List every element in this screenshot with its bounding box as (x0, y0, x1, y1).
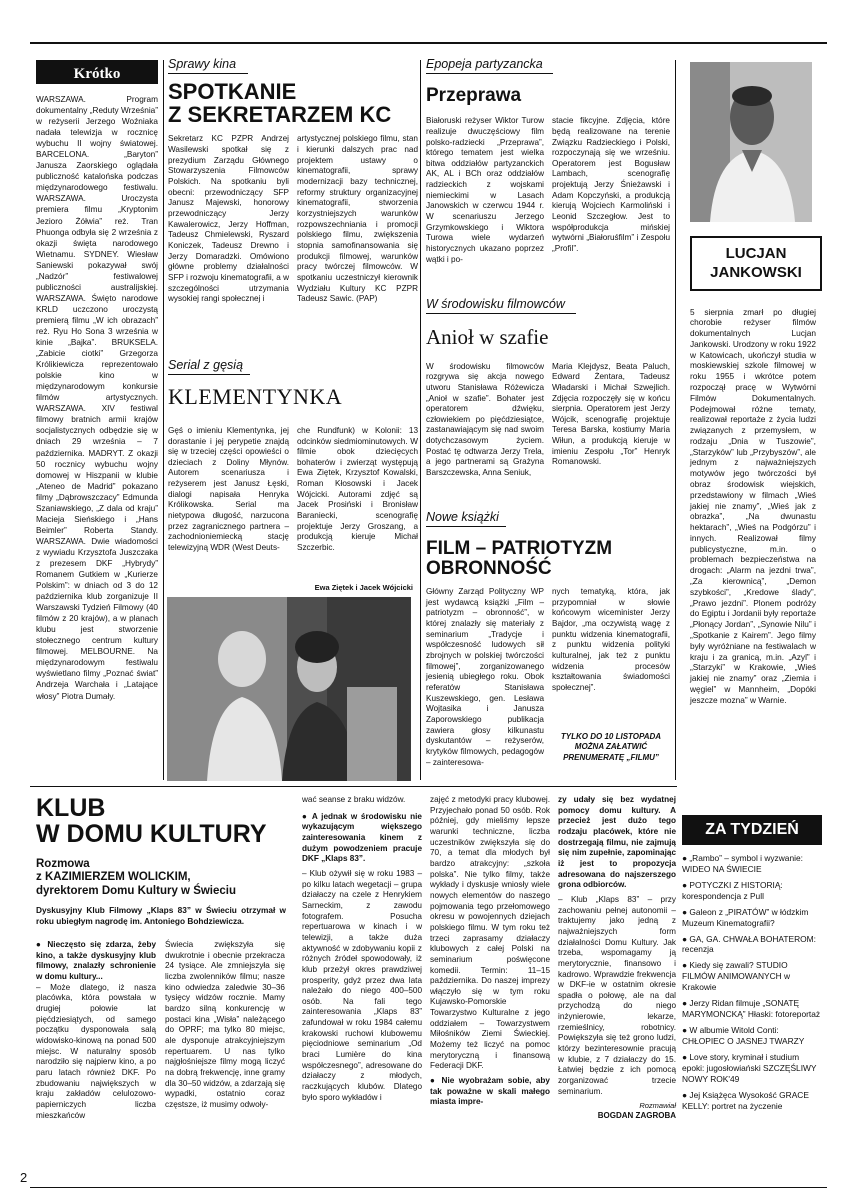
przeprawa-section: Epopeja partyzancka (426, 56, 553, 74)
klub-col-1 (36, 940, 156, 1121)
klub-answer-1: – Może dlatego, iż nasza placówka, która powstała w drugiej połowie lat pięćdziesiątych, od samego początku dysponowała salą widowisko-kinową na ponad 500 miejsc. W naturalny sposób narodziło się najpierw kino, a po paru latach również DKF. Po zbudowaniu największych w kraju zakładów celulozowo-papierniczych liczba mieszkańców (36, 982, 156, 1120)
patriotyzm-col-1: Główny Zarząd Polityczny WP jest wydawcą książki „Film – patriotyzm – obronność”, w której znalazły się materiały z seminarium „Tradycje i współczesność ludowych sił zbrojnych w polskiej twórczości filmowej”, zorganizowanego jesienią ubiegłego roku. Obok referatów Stanisława Kuszewskiego, gen. Lesława Wojtasika i Janusza Zaporowskiego publikacja zawiera głosy kilkunastu dyskutantów – reżyserów, krytyków filmowych, pedagogów – zainteresowa- (426, 587, 544, 767)
list-item: ● Galeon z „PIRATÓW” w łódzkim Muzeum Kinematografii? (682, 906, 809, 928)
spotkanie-article (168, 56, 418, 305)
patriotyzm-section: Nowe książki (426, 509, 506, 527)
patriotyzm-article (426, 509, 671, 768)
klementynka-caption: Ewa Ziętek i Jacek Wójcicki (314, 583, 413, 592)
patriotyzm-title-1: FILM – PATRIOTYZM (426, 538, 613, 560)
column-rule (675, 60, 676, 780)
subscription-promo: TYLKO DO 10 LISTOPADA MOŻNA ZAŁATWIĆ PRENUMERATĘ „FILMU” (560, 731, 662, 763)
klementynka-col-1: Gęś o imieniu Klementynka, jej dorastanie i jej perypetie znajdą się w trzeciej części opowieści o dzieciach z Doliny Młynów. Autorem scenariusza i reżyserem jest Janusz Łęski, dialogi napisała Henryka Królikowska. Serial ma nietypowa długość, narzucona przez zagranicznego partnera – zachodnioniemiecką stację telewizyjną WDR (West Deuts- (168, 425, 289, 553)
klub-interviewer-label: Rozmawiał (639, 1101, 676, 1111)
list-item: ● „Rambo” – symbol i wyzwanie: WIDEO NA ŚWIECIE (682, 853, 803, 874)
za-tydzien-badge: ZA TYDZIEŃ (682, 815, 822, 845)
section-rule (30, 786, 677, 787)
klub-question-3: ● Nie wyobrażam sobie, aby tak poważne w skali małego miasta impre- (430, 1076, 550, 1107)
aniol-col-1: W środowisku filmowców rozgrywa się akcja nowego utworu Stanisława Różewicza „Anioł w szafie”. Bohater jest operatorem dźwięku, człowiekiem po pięćdziesiątce, zastanawiającym się nad swoim dotychczasowym życiem. Postać tę odtwarza Jerzy Trela, a jego partnerami są Grażyna Barszczewska, Anna Seniuk, (426, 361, 544, 478)
przeprawa-article (426, 56, 671, 265)
list-item: ● Kiedy się zawali? STUDIO FILMÓW ANIMOWANYCH w Krakowie (682, 960, 791, 993)
krotko-text: WARSZAWA. Program dokumentalny „Reduty Września” w reżyserii Jerzego Woźniaka nadała telewizja w rocznicę wybuchu II wojny światowej. BARCELONA. „Baryton” Janusza Zaorskiego oglądała publiczność katalońska podczas międzynarodowego festiwalu. WARSZAWA. Uroczysta premiera filmu „Kryptonim Jezioro Żółwia” reż. Tran Phuonga odbyła się 2 września z okazji święta narodowego Wietnamu. SYDNEY. Wiesław Saniewski pokazywał swój „Nadzór” festiwalowej publiczności australijskiej. WARSZAWA. Święto narodowe KRLD uczczono uroczystą premierą filmu „W ich obrazach” reż. Ryu Ho Sona 3 września w kinie „Bajka”. BRUKSELA. „Zabicie ciotki” Grzegorza Królikiewicza reprezentowało polskie kino w międzynarodowym konkursie filmów artystycznych. WARSZAWA. XIV festiwal filmowy bratnich armii krajów socjalistycznych odbędzie się w dniach 29 września – 7 października. MADRYT. Z okazji 50 rocznicy wybuchu wojny domowej w Hiszpanii w klubie „Ateneo de Madrid” pokazano filmy „Dąbrowszczacy” Edmunda Szaniawskiego, „Z dala od kraju” Macieja Sieńskiego i „Hans Beimler” Roberta Standy. WARSZAWA. Dwie wiadomości z wywiadu Krzysztofa Juszczaka z prezesem DKF „Hybrydy” Romanem Gutkiem w „Kurierze Polskim”: w dniach od 3 do 12 października klub zorganizuje II Warszawski Tydzień Filmowy (40 filmów z 20 krajów), a w planach klubu jest stworzenie stołecznego centrum kultury filmowej. MELBOURNE. Na międzynarodowym festiwalu wyświetlano filmy „Poznać świat” Andrzeja Warchała i „Latające włosy” Piotra Dumały. (36, 95, 158, 701)
portrait-lucjan-jankowski (690, 62, 812, 222)
aniol-section: W środowisku filmowców (426, 296, 576, 314)
jankowski-name-box (690, 236, 822, 291)
list-item: ● W albumie Witold Conti: CHŁOPIEC O JASNEJ TWARZY (682, 1024, 805, 1046)
klub-interviewer: BOGDAN ZAGROBA (597, 1111, 676, 1121)
spotkanie-section: Sprawy kina (168, 56, 248, 74)
list-item: ● POTYCZKI Z HISTORIĄ: korespondencja z Pull (682, 879, 783, 901)
list-item: ● Love story, kryminał i studium epoki: jugosłowiański SZCZĘŚLIWY NOWY ROK'49 (682, 1051, 817, 1084)
krotko-badge: Krótko (36, 60, 158, 84)
klub-col-5: zy udały się bez wydatnej pomocy domu kultury. A przecież jest dużo tego rodzaju placówek, które nie dostrzegają filmu, nie zajmują się nim zupełnie, zapominając iż jest to propozycja adresowana do najszerszego grona odbiorców. – Klub „Klaps 83” – przy zachowaniu pełnej autonomii – traktujemy jako jedną z najważniejszych form działalności Domu Kultury. Jak trzeba, wspomagamy ją merytorycznie, finansowo i kadrowo. Wprawdzie frekwencja w DKF-ie w ostatnim okresie spadła o połowę, ale na dal przychodzą do niego inżynierowie, lekarze, rzemieślnicy, robotnicy. Powiększyła się też grono ludzi, którzy bezinteresownie pracują w klubie, z 7 działaczy do 15. Łatwiej będzie z ich pomocą zorganizować trzecie seminarium. Rozmawiał BOGDAN ZAGROBA (558, 795, 676, 1121)
krotko-column (36, 60, 158, 702)
aniol-title: Anioł w szafie (426, 325, 549, 350)
klub-col-4: zajęć z metodyki pracy klubowej. Przyjechało ponad 50 osób. Rok później, gdy mieliśmy lepsze warunki techniczne, liczba uczestników zwiększyła się do 70, a temat dla młodych był bardzo atrakcyjny: „szkoła polska”. Nie tylko filmy, także wykłady i dyskusje wniosły wiele nowych elementów do naszego pojmowania tego przełomowego okresu w powojennych dziejach polskiego filmu. W tym roku też trzeci zaprasamy działaczy klubowych z całej Polski na seminarium poświęcone komedii. Termin: 11–15 października. Do naszej imprezy włączyło się w tym roku Kujawsko-Pomorskie Towarzystwo Kulturalne z jego oddziałem – Towarzystwem Miłośników Ziemi Świeckiej. Możemy też liczyć na pomoc merytoryczną i finansową Federacji DKF. ● Nie wyobrażam sobie, aby tak poważne w skali małego miasta impre- (430, 795, 550, 1107)
list-item: ● Jej Książęca Wysokość GRACE KELLY: portret na życzenie (682, 1089, 809, 1111)
top-rule (30, 42, 827, 44)
klub-question-2: ● A jednak w środowisku nie wykazującym większego zainteresowania kinem z dużym powodzeniem pracuje DKF „Klaps 83”. (302, 811, 422, 864)
przeprawa-title: Przeprawa (426, 85, 522, 107)
klub-title-2: W DOMU KULTURY (36, 820, 267, 849)
klub-question-1: ● Nieczęsto się zdarza, żeby kino, a także dyskusyjny klub filmowy, znalazły schronienie w domu kultury... (36, 940, 156, 981)
klub-lead: Dyskusyjny Klub Filmowy „Klaps 83” w Świeciu otrzymał w roku ubiegłym nagrodę im. Antoniego Bohdziewicza. (36, 904, 286, 926)
patriotyzm-title-2: OBRONNOŚĆ (426, 558, 552, 580)
za-tydzien-box (682, 815, 822, 1116)
klub-col-2: Świecia zwiększyła się dwukrotnie i obecnie przekracza 24 tysiące. Ale zmniejszyła się liczba zwolenników filmu; nasze kino odwiedza zaledwie 30–36 tysięcy widzów rocznie. Mamy bardzo silną konkurencję w postaci kina „Wisła” należącego do OPRF; ma tylko 80 miejsc, ale dysponuje atrakcyjniejszym repertuarem. U nas tylko najgłośniejsze filmy mogą liczyć na dobrą frekwencję, inne gramy dla 30–50 widzów, a zdarzają się wypadki, ostatnio coraz częstsze, iż musimy odwoły- (165, 940, 285, 1109)
aniol-col-2: Maria Klejdysz, Beata Paluch, Edward Żentara, Tadeusz Władarski i Michał Szwejlich. Zdjęcia rozpoczęły się w końcu sierpnia. Operatorem jest Jerzy Wójcik, scenografię projektuje Teresa Barska, kostiumy Maria Wiłun, a produkcją kieruje w imieniu Zespołu „Tor” Henryk Romanowski. (552, 361, 670, 467)
za-tydzien-list (682, 853, 822, 1111)
page-number: 2 (20, 1170, 28, 1185)
column-rule (420, 60, 421, 780)
spotkanie-title-1: SPOTKANIE (168, 79, 297, 105)
klementynka-section: Serial z gęsią (168, 357, 250, 375)
jankowski-name-2: JANKOWSKI (710, 263, 802, 281)
jankowski-text: 5 sierpnia zmarł po długiej chorobie reżyser filmów dokumentalnych Lucjan Jankowski. Urodzony w roku 1922 w Katowicach, ukończył studia w moskiewskiej szkole filmowej w roku 1955 i wkrótce potem rozpoczął pracę w Wytwórni Filmów Dokumentalnych. Podejmował różne tematy, realizował reportaże z życia ludzi związanych z przemysłem, w rodzaju „Dnia w Tuszowie”, „Starzyków” lub „Przybyszów”, ale jednym z najważniejszych motywów jego twórczości był obraz środowisk wiejskich, przedstawiony w filmach „Wieś jakiej nie znamy”, „Wieś jak z obrazka”, „Na dwunastu hektarach”, „Wieś na Podgórzu” i innych. Realizował filmy publicystyczne, m.in. o problemach bezpieczeństwa na drogach: „Alarm na jezdni trwa”, „Za kierownicą”, „Demon szybkości”, „Kredowe ślady”, „Prawo jezdni”. Plonem podróży do Egiptu i Jordanii były reportaże „Płonący Jordan”, „Synowie Nilu” i „Spotkanie z Kairem”. Jego filmy były wyróżniane na festiwalach w kraju i za granicą, m.in. „Azyl” i „Starzyki” w Krakowie, „Wieś jakiej nie znamy” oraz „Ziemia i węgiel” w Mannheim, „Dopóki jeszcze mozna” w Warnie. (690, 306, 816, 705)
bottom-rule (30, 1187, 827, 1188)
column-rule (163, 60, 164, 780)
przeprawa-col-2: stacie fikcyjne. Zdjęcia, które będą realizowane na terenie Związku Radzieckiego i Polski, rozpoczynają się we wrześniu. Operatorem jest Bogusław Lambach, scenografię projektują Jerzy Śnieżawski i Adam Kopczyński, a produkcją kierują Wojciech Karmoliński i Leonid Szczegłow. Jest to współprodukcja mińskiej wytwórni „Białoruśfilm” i Zespołu „Profil”. (552, 116, 670, 254)
klub-subtitle: Rozmowa z KAZIMIERZEM WOLICKIM, dyrektorem Domu Kultury w Świeciu (36, 857, 237, 898)
patriotyzm-col-2: nych tematyką, która, jak przypomniał w słowie końcowym wiceminister Jerzy Bajdor, „ma oczywistą wagę z punktu widzenia kinematografii, z punktu widzenia polityki kulturalnej, jak też z punktu widzenia procesów kształtowania świadomości społecznej”. (552, 587, 670, 693)
spotkanie-col-2: artystycznej polskiego filmu, stan i kierunki dalszych prac nad projektem ustawy o kinematografii, sprawy modernizacji bazy technicznej, reformy struktury organizacyjnej kinematografii, stworzenia korzystniejszych warunków rozpowszechniania i promocji polskiego filmu, zwiększenia stopnia samofinansowania się produkcji filmowej, warunków pracy twórczej filmowców. W spotkaniu uczestniczył kierownik Wydziału Kultury KC PZPR Tadeusz Sawic. (PAP) (297, 134, 418, 304)
jankowski-photo (690, 62, 812, 222)
photo-ewa-zietek-jacek-wojcicki (167, 597, 411, 781)
jankowski-name-1: LUCJAN (725, 245, 787, 262)
przeprawa-col-1: Białoruski reżyser Wiktor Turow realizuje dwuczęściowy film polsko-radziecki „Przeprawa”, którego tematem jest wielka bitwa oddziałów partyzanckich AK, AL i BCh oraz oddziałów radzieckich z wojskami niemieckimi w Lasach Janowskich w czerwcu 1944 r. W scenariuszu Jerzego Grzymkowskiego i Wiktora Turowa wiele wydarzeń historycznych ukazano poprzez wątki i po- (426, 116, 544, 264)
aniol-article (426, 296, 671, 479)
klementynka-col-2: che Rundfunk) w Kolonii: 13 odcinków siedmiominutowych. W filmie obok dziecięcych bohaterów i zwierząt występują Ewa Ziętek, Krzysztof Kowalski, Roman Kłosowski i Jacek Wójcicki. Autorami zdjęć są Jacek Prosiński i Bronisław Baraniecki, scenografię projektuje Jerzy Groszang, a produkcją kieruje Michał Szczerbic. (297, 425, 418, 553)
klub-title-1: KLUB (36, 794, 106, 822)
klementynka-photo (167, 597, 411, 781)
jankowski-obituary (682, 62, 828, 705)
spotkanie-title-2: Z SEKRETARZEM KC (168, 102, 392, 128)
klub-col-3: wać seanse z braku widzów. ● A jednak w środowisku nie wykazującym większego zainteresowania kinem z dużym powodzeniem pracuje DKF „Klaps 83”. – Klub ożywił się w roku 1983 – po kilku latach wegetacji – grupa działaczy na czele z Henrykiem Sarneckim, z zawodu fotografem. Posucha repertuarowa w kinach i w telewizji, a także duża aktywność w zdobywaniu kopii z różnych źródeł spowodowały, iż klub przeżył okres prawdziwej prosperity, gdyż przez dwa lata należało do niego 400–500 osób. Na fali tego zainteresowania „Klaps 83” zafundował w roku 1984 całemu krakowski ruchowi klubowemu pięciodniowe seminarium „Od braci Lumière do kina współczesnego”, adresowane do działaczy z młodych, raczkujących klubów. Dlatego było sporo wykładów i (302, 795, 422, 1102)
klub-header (36, 795, 286, 926)
list-item: ● GA, GA. CHWAŁA BOHATEROM: recenzja (682, 933, 816, 955)
list-item: ● Jerzy Ridan filmuje „SONATĘ MARYMONCKĄ” Hłaski: fotoreportaż (682, 998, 821, 1020)
klementynka-article (168, 357, 418, 554)
klementynka-title: KLEMENTYNKA (168, 384, 343, 410)
spotkanie-col-1: Sekretarz KC PZPR Andrzej Wasilewski spotkał się z prezydium Zarządu Głównego Stowarzyszenia Filmowców Polskich. Na spotkaniu byli obecni: przewodniczący SFP Janusz Majewski, honorowy przewodniczący Jerzy Kawalerowicz, Jerzy Hoffman, Tadeusz Chmielewski, Ryszard Koniczek, Tadeusz Drewno i Jerzy Domaradzki. Omówiono główne problemy działalności SFP i rozwoju kinematografii, a w szczególności utrzymania wysokiej rangi społecznej i (168, 134, 289, 304)
